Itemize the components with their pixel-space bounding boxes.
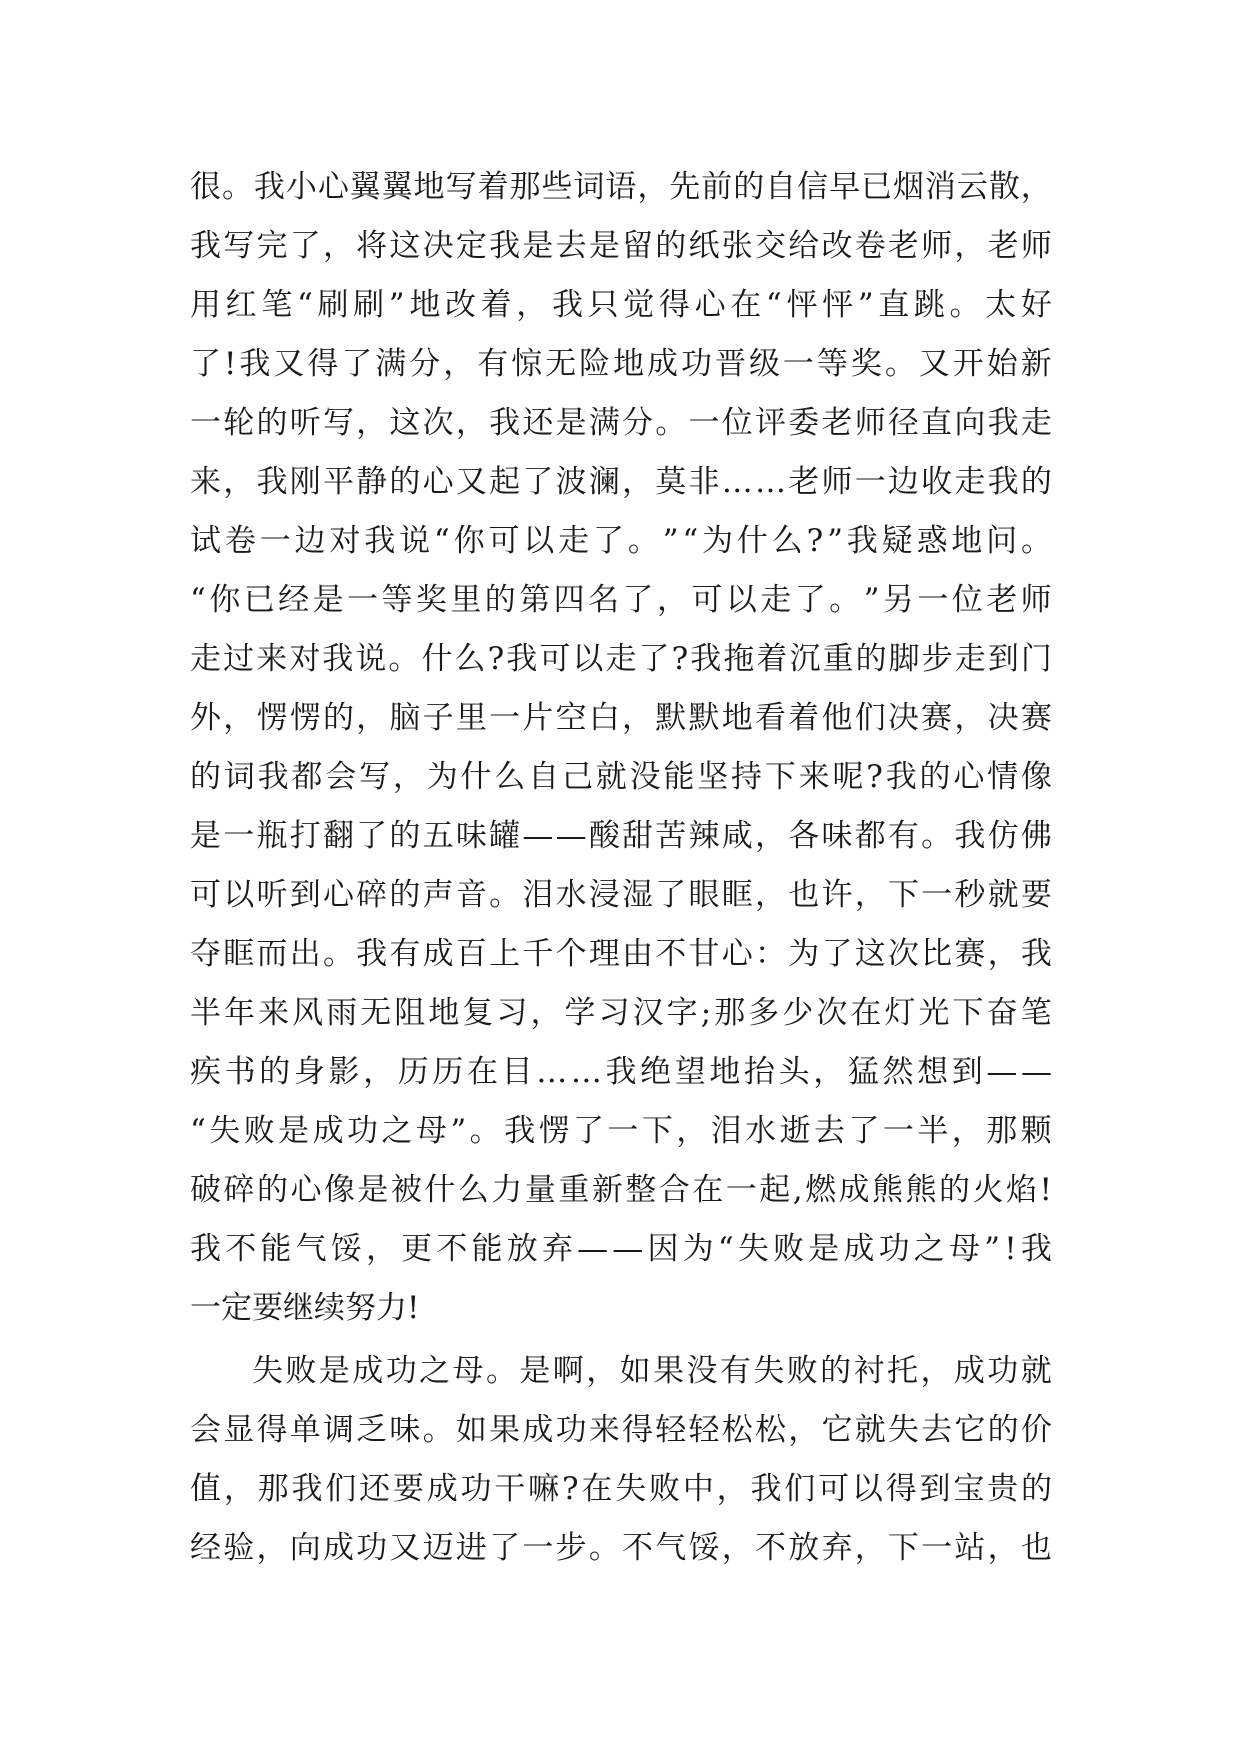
text-line: 的 词 我 都 会 写 ， 为 什 么 自 己 就 没 能 坚 持 下 来 呢 ? 我 的 心 情 像 — [190, 759, 1052, 795]
text-line: 我 不 能 气 馁 ， 更 不 能 放 弃 — — 因 为 “ 失 败 是 成 功 之 母 ” ! 我 — [190, 1231, 1052, 1267]
text-line: 用 红 笔 “ 刷 刷 ” 地 改 着 ， 我 只 觉 得 心 在 “ 怦 怦 ” 直 跳 。 太 好 — [190, 287, 1052, 323]
text-line: 走 过 来 对 我 说 。 什 么 ? 我 可 以 走 了 ? 我 拖 着 沉 重 的 脚 步 走 到 门 — [190, 641, 1052, 677]
essay-text — [190, 158, 1052, 1578]
text-line: 夺 眶 而 出 。 我 有 成 百 上 千 个 理 由 不 甘 心 ： 为 了 这 次 比 赛 ， 我 — [190, 936, 1052, 972]
text-line: 疾 书 的 身 影 ， 历 历 在 目 … … 我 绝 望 地 抬 头 ， 猛 然 想 到 — — — [190, 1054, 1052, 1090]
text-line: 一定要继续努力! — [190, 1290, 420, 1326]
text-line: “ 你 已 经 是 一 等 奖 里 的 第 四 名 了 ， 可 以 走 了 。 ” 另 一 位 老 师 — [190, 582, 1052, 618]
text-line: 很 。 我 小 心 翼 翼 地 写 着 那 些 词 语 ， 先 前 的 自 信 早 已 烟 消 云 散 ， — [190, 169, 1052, 205]
text-line: “ 失 败 是 成 功 之 母 ” 。 我 愣 了 一 下 ， 泪 水 逝 去 了 一 半 ， 那 颗 — [190, 1113, 1052, 1149]
text-line: 试 卷 一 边 对 我 说 “ 你 可 以 走 了 。 ” “ 为 什 么 ? ” 我 疑 惑 地 问 。 — [190, 523, 1052, 559]
paragraph-1 — [190, 158, 1052, 1338]
paragraph-2 — [190, 1342, 1052, 1578]
text-line: 经 验 ， 向 成 功 又 迈 进 了 一 步 。 不 气 馁 ， 不 放 弃 ， 下 一 站 ， 也 — [190, 1530, 1052, 1566]
text-line: 来 ， 我 刚 平 静 的 心 又 起 了 波 澜 ， 莫 非 … … 老 师 一 边 收 走 我 的 — [190, 464, 1052, 500]
text-line: 失 败 是 成 功 之 母 。 是 啊 ， 如 果 没 有 失 败 的 衬 托 ， 成 功 就 — [252, 1353, 1052, 1389]
text-line: 了 ! 我 又 得 了 满 分 ， 有 惊 无 险 地 成 功 晋 级 一 等 奖 。 又 开 始 新 — [190, 346, 1052, 382]
text-line: 我 写 完 了 ， 将 这 决 定 我 是 去 是 留 的 纸 张 交 给 改 卷 老 师 ， 老 师 — [190, 228, 1052, 264]
text-line: 半 年 来 风 雨 无 阻 地 复 习 ， 学 习 汉 字 ; 那 多 少 次 在 灯 光 下 奋 笔 — [190, 995, 1052, 1031]
text-line: 会 显 得 单 调 乏 味 。 如 果 成 功 来 得 轻 轻 松 松 ， 它 就 失 去 它 的 价 — [190, 1412, 1052, 1448]
text-line: 值 ， 那 我 们 还 要 成 功 干 嘛 ? 在 失 败 中 ， 我 们 可 以 得 到 宝 贵 的 — [190, 1471, 1052, 1507]
text-line: 可 以 听 到 心 碎 的 声 音 。 泪 水 浸 湿 了 眼 眶 ， 也 许 ， 下 一 秒 就 要 — [190, 877, 1052, 913]
text-line: 外 ， 愣 愣 的 ， 脑 子 里 一 片 空 白 ， 默 默 地 看 着 他 们 决 赛 ， 决 赛 — [190, 700, 1052, 736]
text-line: 破 碎 的 心 像 是 被 什 么 力 量 重 新 整 合 在 一 起 , 燃 成 熊 熊 的 火 焰 ! — [190, 1172, 1052, 1208]
text-line: 是 一 瓶 打 翻 了 的 五 味 罐 — — 酸 甜 苦 辣 咸 ， 各 味 都 有 。 我 仿 佛 — [190, 818, 1052, 854]
text-line: 一 轮 的 听 写 ， 这 次 ， 我 还 是 满 分 。 一 位 评 委 老 师 径 直 向 我 走 — [190, 405, 1052, 441]
